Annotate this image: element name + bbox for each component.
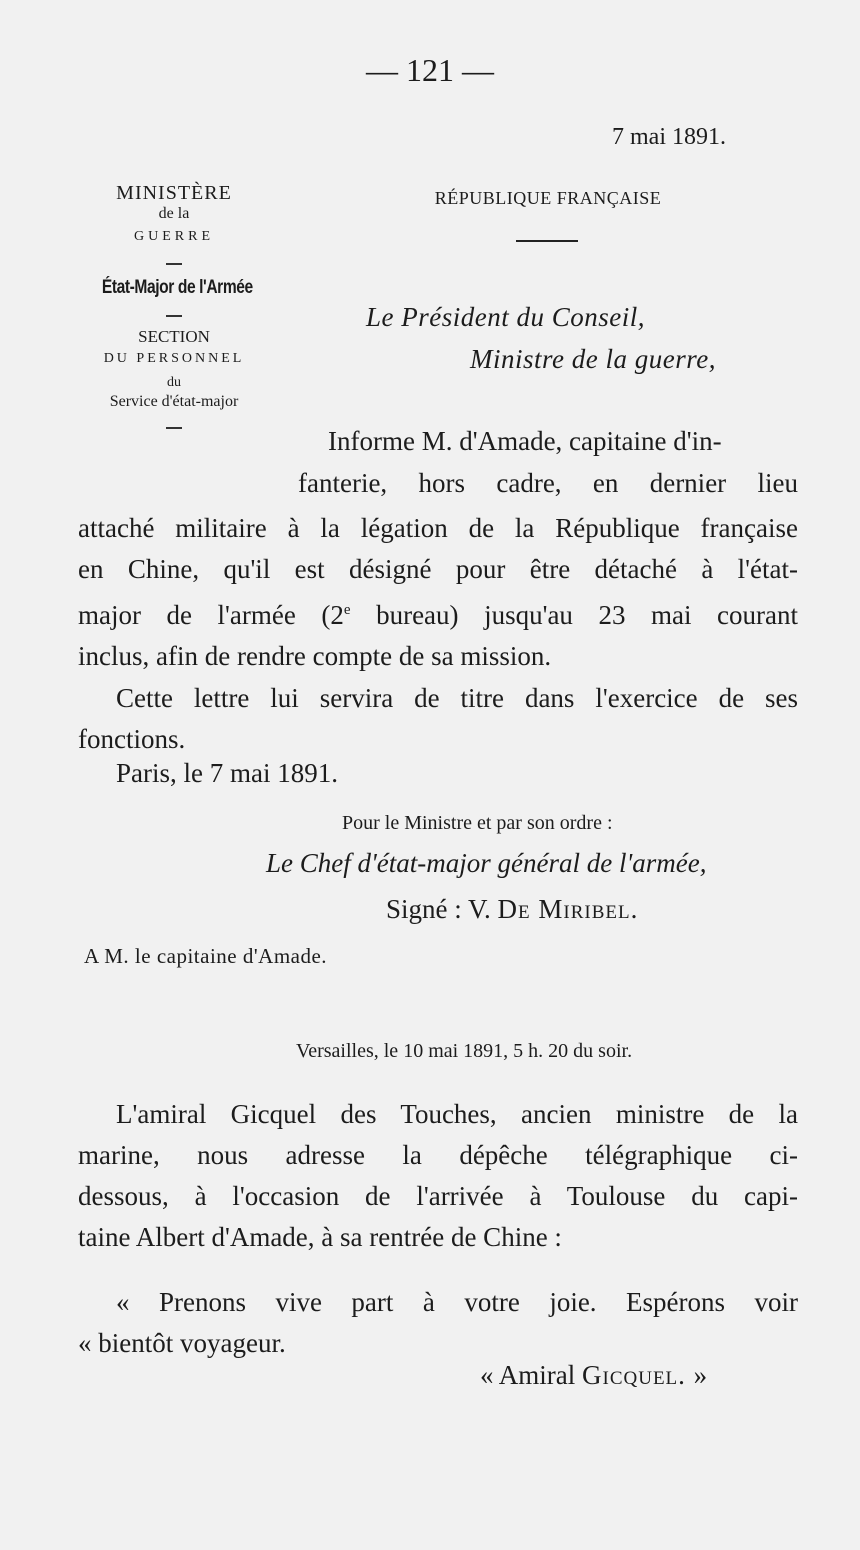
paragraph-line: Informe M. d'Amade, capitaine d'in- (328, 426, 722, 456)
paragraph-line: L'amiral Gicquel des Touches, ancien ministre de la (116, 1099, 798, 1129)
paragraph-line: major de l'armée (2e bureau) jusqu'au 23 mai courant (78, 600, 798, 630)
du-label: du (167, 375, 181, 390)
paragraph-line: fanterie, hors cadre, en dernier lieu (298, 468, 798, 498)
service-label: Service d'état-major (109, 393, 239, 410)
paragraph-line: Cette lettre lui servira de titre dans l'exercice de ses (116, 683, 798, 713)
paragraph-body (78, 508, 798, 677)
addressee: A M. le capitaine d'Amade. (84, 944, 328, 968)
by-order-line: Pour le Ministre et par son ordre : (342, 812, 613, 834)
signature-line: Signé : V. De Miribel. (386, 894, 639, 924)
ministry-de-la: de la (158, 205, 190, 222)
republic-heading: RÉPUBLIQUE FRANÇAISE (434, 188, 662, 208)
place-date: Paris, le 7 mai 1891. (116, 758, 338, 788)
section-label: SECTION (138, 327, 210, 346)
minister-title: Ministre de la guerre, (470, 344, 716, 374)
paragraph-line: marine, nous adresse la dépêche télégraphique ci- (78, 1140, 798, 1170)
ministry-title: MINISTÈRE (116, 182, 232, 204)
paragraph-line: dessous, à l'occasion de l'arrivée à Toulouse du capi- (78, 1181, 798, 1211)
ministry-header (86, 182, 262, 429)
quote-line: « Prenons vive part à votre joie. Espérons voir (116, 1287, 798, 1317)
paragraph-body (78, 678, 798, 760)
paragraph-line: en Chine, qu'il est désigné pour être détaché à l'état- (78, 554, 798, 584)
telegram-quote (78, 1282, 798, 1364)
dateline: Versailles, le 10 mai 1891, 5 h. 20 du soir. (296, 1040, 633, 1062)
paragraph-line: taine Albert d'Amade, à sa rentrée de Chine : (78, 1222, 562, 1252)
quote-line: « bientôt voyageur. (78, 1328, 286, 1358)
paragraph-line: fonctions. (78, 724, 186, 754)
ministry-guerre: GUERRE (134, 229, 214, 244)
divider (166, 427, 182, 429)
letter-date: 7 mai 1891. (612, 124, 726, 150)
divider (166, 315, 182, 317)
page-number: — 121 — (366, 52, 494, 88)
paragraph-line: inclus, afin de rendre compte de sa mission. (78, 641, 552, 671)
signatory-title: Le Chef d'état-major général de l'armée, (266, 848, 707, 878)
president-title: Le Président du Conseil, (366, 302, 645, 332)
personnel-label: DU PERSONNEL (103, 351, 245, 366)
paragraph-body (78, 1094, 798, 1258)
heading-rule (516, 240, 578, 242)
divider (166, 263, 182, 265)
etat-major-label: État-Major de l'Armée (101, 277, 253, 298)
paragraph-line: attaché militaire à la légation de la République française (78, 513, 798, 543)
telegram-signature: « Amiral Gicquel. » (480, 1360, 709, 1390)
